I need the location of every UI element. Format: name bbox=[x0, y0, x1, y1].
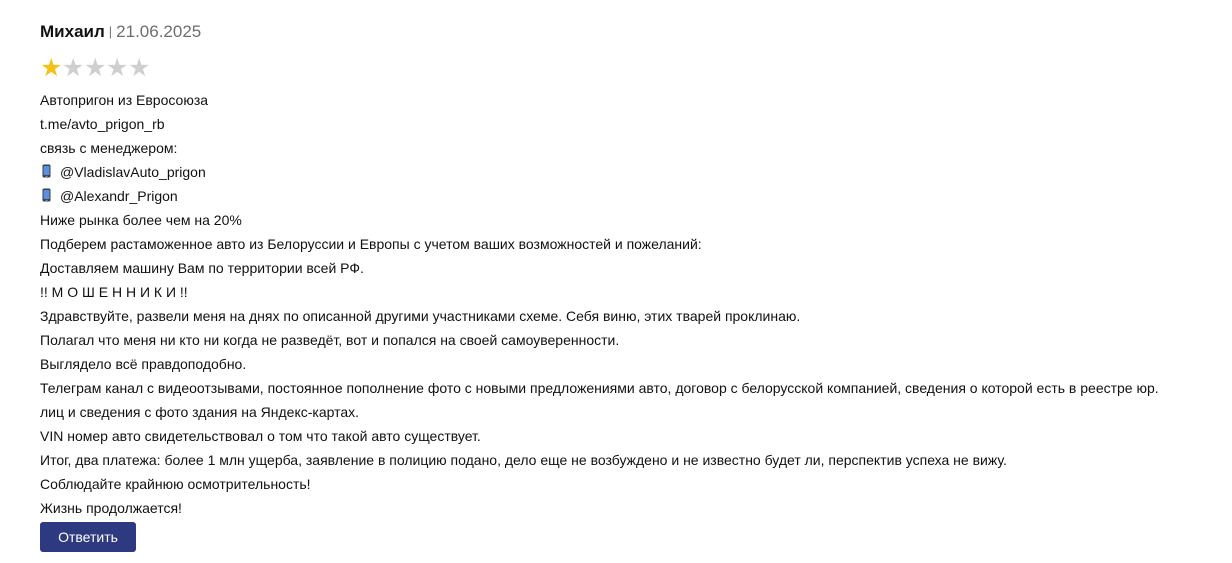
review-line-text: @Alexandr_Prigon bbox=[60, 188, 178, 204]
review-line bbox=[40, 112, 1210, 136]
review-line-text: t.me/avto_prigon_rb bbox=[40, 116, 165, 132]
reply-button[interactable]: Ответить bbox=[40, 522, 136, 552]
review-line-text: Полагал что меня ни кто ни когда не разведёт, вот и попался на своей самоуверенности. bbox=[40, 332, 620, 348]
review-line-text: Телеграм канал с видеоотзывами, постоянное пополнение фото с новыми предложениями авто, договор с белорусской компанией, сведения о которой есть в реестре юр. bbox=[40, 380, 1159, 396]
review-header bbox=[40, 22, 1210, 44]
star-empty-icon: ★ bbox=[106, 53, 129, 82]
header-separator: | bbox=[108, 24, 113, 39]
review-line bbox=[40, 280, 1210, 304]
review-line-text: @VladislavAuto_prigon bbox=[60, 164, 206, 180]
review-line bbox=[40, 88, 1210, 112]
review-line-text: !! М О Ш Е Н Н И К И !! bbox=[40, 284, 188, 300]
review-line bbox=[40, 424, 1210, 448]
review-line-text: Соблюдайте крайнюю осмотрительность! bbox=[40, 476, 311, 492]
star-empty-icon: ★ bbox=[62, 53, 85, 82]
review-line bbox=[40, 184, 1210, 208]
review-line-text: Жизнь продолжается! bbox=[40, 500, 182, 516]
review-line-text: Здравствуйте, развели меня на днях по описанной другими участниками схеме. Себя виню, этих тварей проклинаю. bbox=[40, 308, 801, 324]
review-line-text: Доставляем машину Вам по территории всей РФ. bbox=[40, 260, 364, 276]
mobile-phone-icon bbox=[42, 164, 51, 178]
review-date: 21.06.2025 bbox=[116, 22, 202, 41]
review-line bbox=[40, 160, 1210, 184]
mobile-phone-icon bbox=[42, 188, 51, 202]
review-card bbox=[40, 22, 1210, 552]
review-line bbox=[40, 472, 1210, 496]
review-line-text: Автопригон из Евросоюза bbox=[40, 92, 209, 108]
star-empty-icon: ★ bbox=[128, 53, 151, 82]
review-line bbox=[40, 232, 1210, 256]
review-line bbox=[40, 256, 1210, 280]
review-line bbox=[40, 448, 1210, 472]
review-line-text: связь с менеджером: bbox=[40, 140, 178, 156]
review-text bbox=[40, 88, 1210, 520]
review-line bbox=[40, 352, 1210, 376]
review-line bbox=[40, 208, 1210, 232]
review-line bbox=[40, 400, 1210, 424]
review-line bbox=[40, 136, 1210, 160]
review-line-text: VIN номер авто свидетельствовал о том что такой авто существует. bbox=[40, 428, 481, 444]
star-rating bbox=[40, 53, 1210, 82]
review-line bbox=[40, 496, 1210, 520]
author-name: Михаил bbox=[40, 22, 105, 41]
review-line bbox=[40, 328, 1210, 352]
review-line-text: Выглядело всё правдоподобно. bbox=[40, 356, 247, 372]
review-line bbox=[40, 304, 1210, 328]
review-line-text: лиц и сведения с фото здания на Яндекс-картах. bbox=[40, 404, 360, 420]
review-line-text: Итог, два платежа: более 1 млн ущерба, заявление в полицию подано, дело еще не возбуждено и не известно будет ли, перспектив успеха не вижу. bbox=[40, 452, 1007, 468]
review-line-text: Ниже рынка более чем на 20% bbox=[40, 212, 242, 228]
star-empty-icon: ★ bbox=[84, 53, 107, 82]
review-line bbox=[40, 376, 1210, 400]
star-filled-icon: ★ bbox=[40, 53, 63, 82]
review-line-text: Подберем растаможенное авто из Белоруссии и Европы с учетом ваших возможностей и пожеланий: bbox=[40, 236, 702, 252]
